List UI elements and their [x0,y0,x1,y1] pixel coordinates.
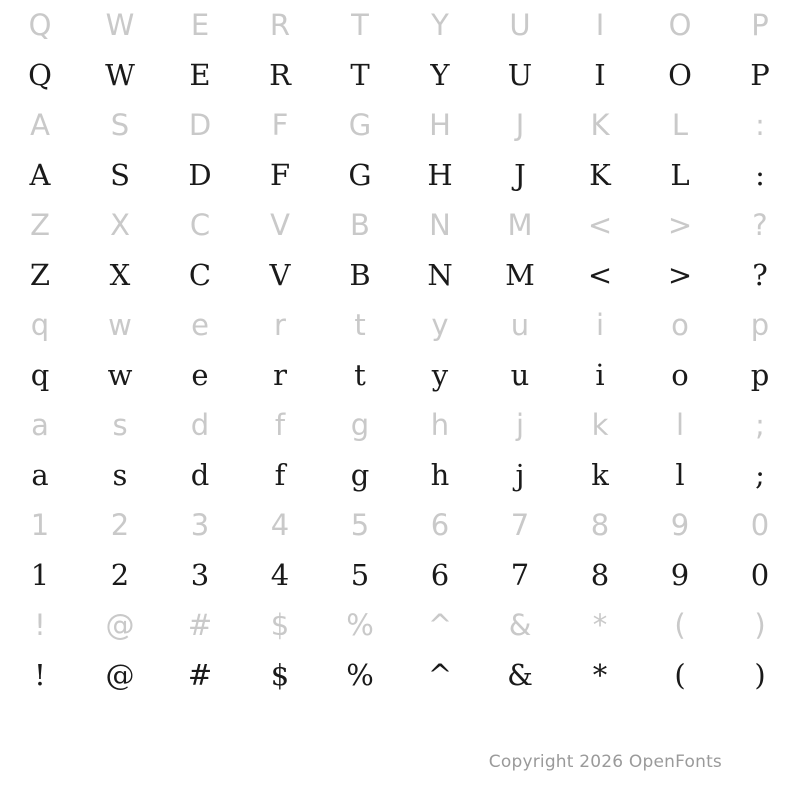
sample-glyph: 0 [750,557,770,592]
character-row-group [0,100,800,200]
sample-glyph: L [670,157,690,192]
sample-glyph: P [750,57,770,92]
sample-glyph: 5 [350,557,370,592]
reference-glyph: R [269,7,291,42]
sample-glyph: ? [752,257,768,292]
sample-row [0,550,800,600]
character-row-group [0,300,800,400]
sample-glyph: % [346,657,374,692]
sample-glyph: y [431,357,449,392]
reference-glyph: l [675,407,685,442]
reference-glyph: 3 [190,507,210,542]
reference-glyph: t [354,307,366,342]
character-row-group [0,200,800,300]
reference-glyph: Q [28,7,52,42]
reference-glyph: Z [30,207,50,242]
reference-glyph: > [667,207,693,242]
sample-row [0,350,800,400]
sample-glyph: 6 [430,557,450,592]
sample-row [0,250,800,300]
reference-row [0,600,800,650]
sample-glyph: t [354,357,366,392]
sample-glyph: 7 [510,557,530,592]
reference-row [0,400,800,450]
sample-glyph: Q [28,57,52,92]
reference-glyph: k [591,407,609,442]
reference-row [0,500,800,550]
reference-glyph: D [188,107,212,142]
reference-glyph: T [351,7,369,42]
sample-glyph: g [350,457,370,492]
sample-glyph: d [190,457,210,492]
reference-glyph: 4 [270,507,290,542]
sample-glyph: ) [754,657,766,692]
reference-glyph: f [274,407,286,442]
reference-glyph: e [191,307,209,342]
reference-glyph: B [350,207,370,242]
sample-glyph: $ [270,657,290,692]
reference-glyph: < [587,207,613,242]
reference-glyph: y [431,307,449,342]
sample-glyph: 3 [190,557,210,592]
reference-row [0,200,800,250]
sample-glyph: T [350,57,370,92]
sample-glyph: h [430,457,450,492]
sample-glyph: S [110,157,130,192]
reference-row [0,0,800,50]
reference-glyph: V [270,207,290,242]
reference-glyph: u [510,307,530,342]
sample-glyph: K [589,157,611,192]
sample-glyph: A [29,157,51,192]
sample-glyph: Y [430,57,450,92]
reference-glyph: 0 [750,507,770,542]
reference-glyph: 6 [430,507,450,542]
sample-glyph: R [269,57,291,92]
reference-glyph: L [671,107,689,142]
reference-glyph: i [595,307,605,342]
sample-glyph: : [755,157,765,192]
sample-glyph: 1 [30,557,50,592]
sample-glyph: X [109,257,131,292]
reference-glyph: Y [431,7,449,42]
sample-glyph: 8 [590,557,610,592]
reference-glyph: * [592,607,608,642]
copyright-notice: Copyright 2026 OpenFonts [488,752,722,772]
sample-glyph: k [591,457,609,492]
reference-glyph: ? [752,207,768,242]
sample-glyph: ( [674,657,686,692]
reference-glyph: 7 [510,507,530,542]
sample-glyph: l [675,457,685,492]
sample-glyph: 9 [670,557,690,592]
reference-glyph: r [274,307,286,342]
reference-row [0,100,800,150]
sample-row [0,50,800,100]
sample-glyph: U [507,57,533,92]
reference-glyph: ^ [427,607,453,642]
reference-glyph: 1 [30,507,50,542]
sample-row [0,150,800,200]
reference-glyph: K [590,107,610,142]
reference-glyph: U [509,7,531,42]
reference-glyph: C [189,207,211,242]
reference-glyph: F [271,107,289,142]
sample-glyph: V [269,257,291,292]
reference-glyph: ; [755,407,765,442]
sample-glyph: f [274,457,286,492]
reference-glyph: ! [34,607,46,642]
sample-glyph: r [273,357,287,392]
sample-glyph: M [505,257,535,292]
reference-glyph: o [671,307,689,342]
sample-glyph: q [30,357,50,392]
character-row-group [0,400,800,500]
reference-glyph: & [508,607,532,642]
reference-glyph: # [187,607,213,642]
sample-glyph: 4 [270,557,290,592]
sample-glyph: w [107,357,133,392]
sample-glyph: ^ [427,657,453,692]
reference-glyph: J [515,107,525,142]
reference-glyph: % [346,607,374,642]
reference-glyph: h [430,407,450,442]
sample-glyph: j [515,457,525,492]
sample-glyph: i [595,357,605,392]
reference-glyph: X [110,207,130,242]
sample-glyph: o [671,357,689,392]
sample-glyph: Z [29,257,51,292]
sample-glyph: # [187,657,213,692]
reference-glyph: d [190,407,210,442]
reference-glyph: 5 [350,507,370,542]
reference-glyph: I [595,7,605,42]
sample-glyph: I [594,57,606,92]
reference-glyph: @ [105,607,135,642]
reference-glyph: : [755,107,765,142]
reference-glyph: q [30,307,50,342]
sample-glyph: B [349,257,371,292]
sample-glyph: p [750,357,770,392]
sample-glyph: a [31,457,49,492]
character-row-group [0,500,800,600]
sample-row [0,450,800,500]
sample-glyph: * [592,657,608,692]
reference-glyph: j [515,407,525,442]
sample-row [0,650,800,700]
reference-glyph: O [668,7,692,42]
sample-glyph: C [188,257,212,292]
sample-glyph: < [587,257,613,292]
reference-glyph: G [348,107,372,142]
reference-row [0,300,800,350]
reference-glyph: P [751,7,769,42]
character-row-group [0,0,800,100]
reference-glyph: ( [674,607,686,642]
sample-glyph: J [514,157,526,192]
reference-glyph: s [112,407,128,442]
reference-glyph: a [31,407,49,442]
sample-glyph: s [112,457,128,492]
character-row-group [0,600,800,700]
reference-glyph: N [429,207,451,242]
sample-glyph: N [427,257,453,292]
sample-glyph: O [668,57,692,92]
sample-glyph: & [507,657,533,692]
sample-glyph: H [427,157,453,192]
reference-glyph: p [750,307,770,342]
reference-glyph: $ [270,607,290,642]
sample-glyph: 2 [110,557,130,592]
reference-glyph: 2 [110,507,130,542]
sample-glyph: ; [755,457,765,492]
reference-glyph: M [507,207,533,242]
sample-glyph: e [191,357,209,392]
sample-glyph: > [667,257,693,292]
sample-glyph: E [189,57,211,92]
sample-glyph: ! [34,657,46,692]
sample-glyph: D [188,157,212,192]
reference-glyph: H [429,107,451,142]
reference-glyph: W [105,7,135,42]
reference-glyph: ) [754,607,766,642]
reference-glyph: E [190,7,210,42]
reference-glyph: 9 [670,507,690,542]
sample-glyph: F [269,157,291,192]
reference-glyph: w [108,307,132,342]
sample-glyph: W [105,57,135,92]
reference-glyph: S [110,107,130,142]
sample-glyph: u [510,357,530,392]
sample-glyph: G [348,157,372,192]
reference-glyph: A [30,107,50,142]
reference-glyph: 8 [590,507,610,542]
sample-glyph: @ [105,657,135,692]
reference-glyph: g [350,407,370,442]
